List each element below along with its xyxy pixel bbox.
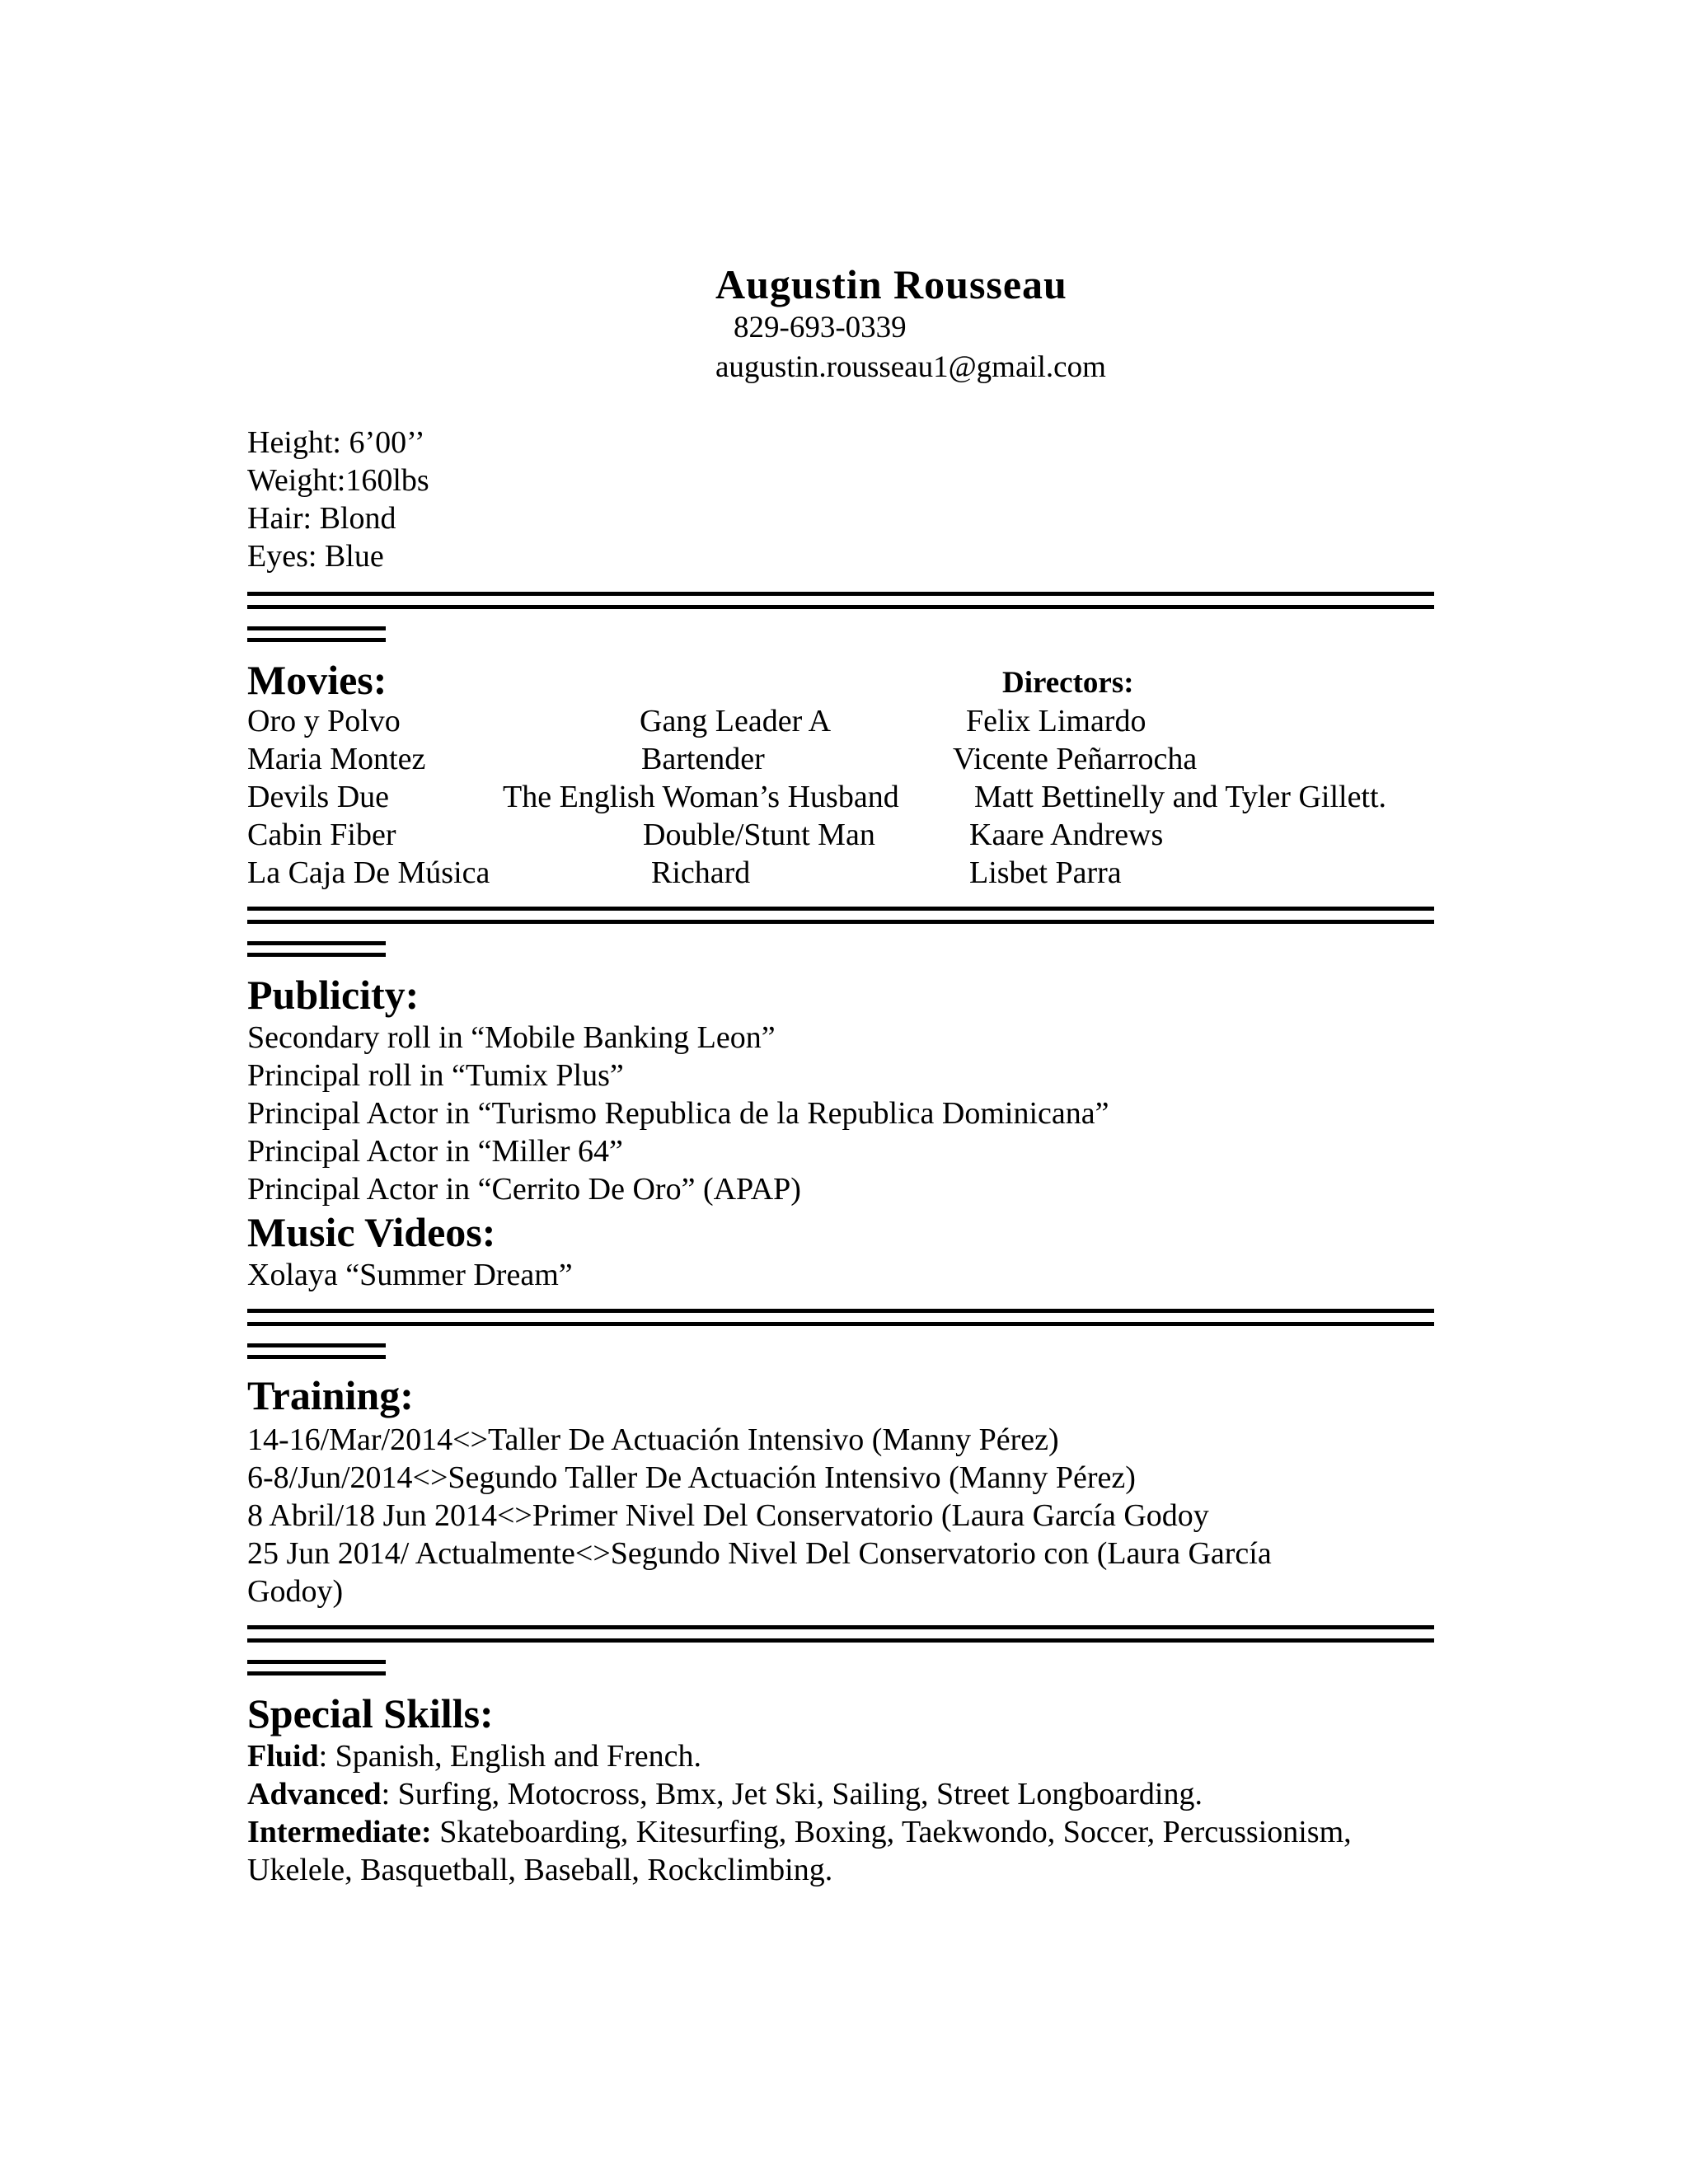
publicity-item: Principal Actor in “Miller 64” <box>247 1134 623 1169</box>
actor-name: Augustin Rousseau <box>715 261 1067 307</box>
publicity-item: Principal Actor in “Turismo Republica de la Republica Dominicana” <box>247 1096 1109 1131</box>
training-item: Godoy) <box>247 1574 344 1609</box>
skill-fluid-text: : Spanish, English and French. <box>318 1739 702 1774</box>
movie-title: La Caja De Música <box>247 855 490 890</box>
movie-role: Double/Stunt Man <box>643 818 875 852</box>
stat-height: Height: 6’00’’ <box>247 425 425 460</box>
skills-heading: Special Skills: <box>247 1690 494 1736</box>
training-heading: Training: <box>247 1372 414 1418</box>
skill-intermediate-label: Intermediate: <box>247 1815 432 1849</box>
skill-advanced <box>247 1779 1203 1810</box>
skill-fluid <box>247 1741 701 1772</box>
stat-eyes: Eyes: Blue <box>247 539 384 574</box>
training-item: 14-16/Mar/2014<>Taller De Actuación Intensivo (Manny Pérez) <box>247 1422 1059 1457</box>
publicity-heading: Publicity: <box>247 972 420 1018</box>
training-item: 25 Jun 2014/ Actualmente<>Segundo Nivel Del Conservatorio con (Laura García <box>247 1536 1272 1571</box>
movie-director: Matt Bettinelly and Tyler Gillett. <box>974 780 1387 814</box>
skill-advanced-label: Advanced <box>247 1777 382 1811</box>
movie-director: Vicente Peñarrocha <box>953 742 1198 776</box>
movie-director: Kaare Andrews <box>969 818 1164 852</box>
stat-hair: Hair: Blond <box>247 501 396 536</box>
email-address: augustin.rousseau1@gmail.com <box>715 350 1106 384</box>
movie-director: Lisbet Parra <box>969 855 1122 890</box>
movie-role: Richard <box>651 855 751 890</box>
directors-heading: Directors: <box>1002 666 1134 700</box>
music-video-item: Xolaya “Summer Dream” <box>247 1258 573 1292</box>
phone-number: 829-693-0339 <box>734 311 907 344</box>
movies-heading: Movies: <box>247 657 387 703</box>
movie-title: Maria Montez <box>247 742 426 776</box>
movie-title: Oro y Polvo <box>247 704 401 738</box>
skill-advanced-text: : Surfing, Motocross, Bmx, Jet Ski, Sailing, Street Longboarding. <box>381 1777 1203 1811</box>
publicity-item: Secondary roll in “Mobile Banking Leon” <box>247 1020 776 1055</box>
movie-role: Bartender <box>641 742 765 776</box>
skill-intermediate <box>247 1816 1352 1848</box>
skill-intermediate-text: Skateboarding, Kitesurfing, Boxing, Taekwondo, Soccer, Percussionism, <box>431 1815 1352 1849</box>
movie-title: Devils Due <box>247 780 390 814</box>
publicity-item: Principal Actor in “Cerrito De Oro” (APAP) <box>247 1172 801 1207</box>
movie-title: Cabin Fiber <box>247 818 396 852</box>
skill-intermediate-cont: Ukelele, Basquetball, Baseball, Rockclimbing. <box>247 1853 833 1887</box>
training-item: 8 Abril/18 Jun 2014<>Primer Nivel Del Conservatorio (Laura García Godoy <box>247 1498 1209 1533</box>
movie-director: Felix Limardo <box>966 704 1146 738</box>
skill-fluid-label: Fluid <box>247 1739 319 1774</box>
movie-role: Gang Leader A <box>640 704 832 738</box>
stat-weight: Weight:160lbs <box>247 463 429 498</box>
training-item: 6-8/Jun/2014<>Segundo Taller De Actuación Intensivo (Manny Pérez) <box>247 1460 1136 1495</box>
publicity-item: Principal roll in “Tumix Plus” <box>247 1058 624 1093</box>
movie-role: The English Woman’s Husband <box>503 780 899 814</box>
music-videos-heading: Music Videos: <box>247 1209 496 1255</box>
